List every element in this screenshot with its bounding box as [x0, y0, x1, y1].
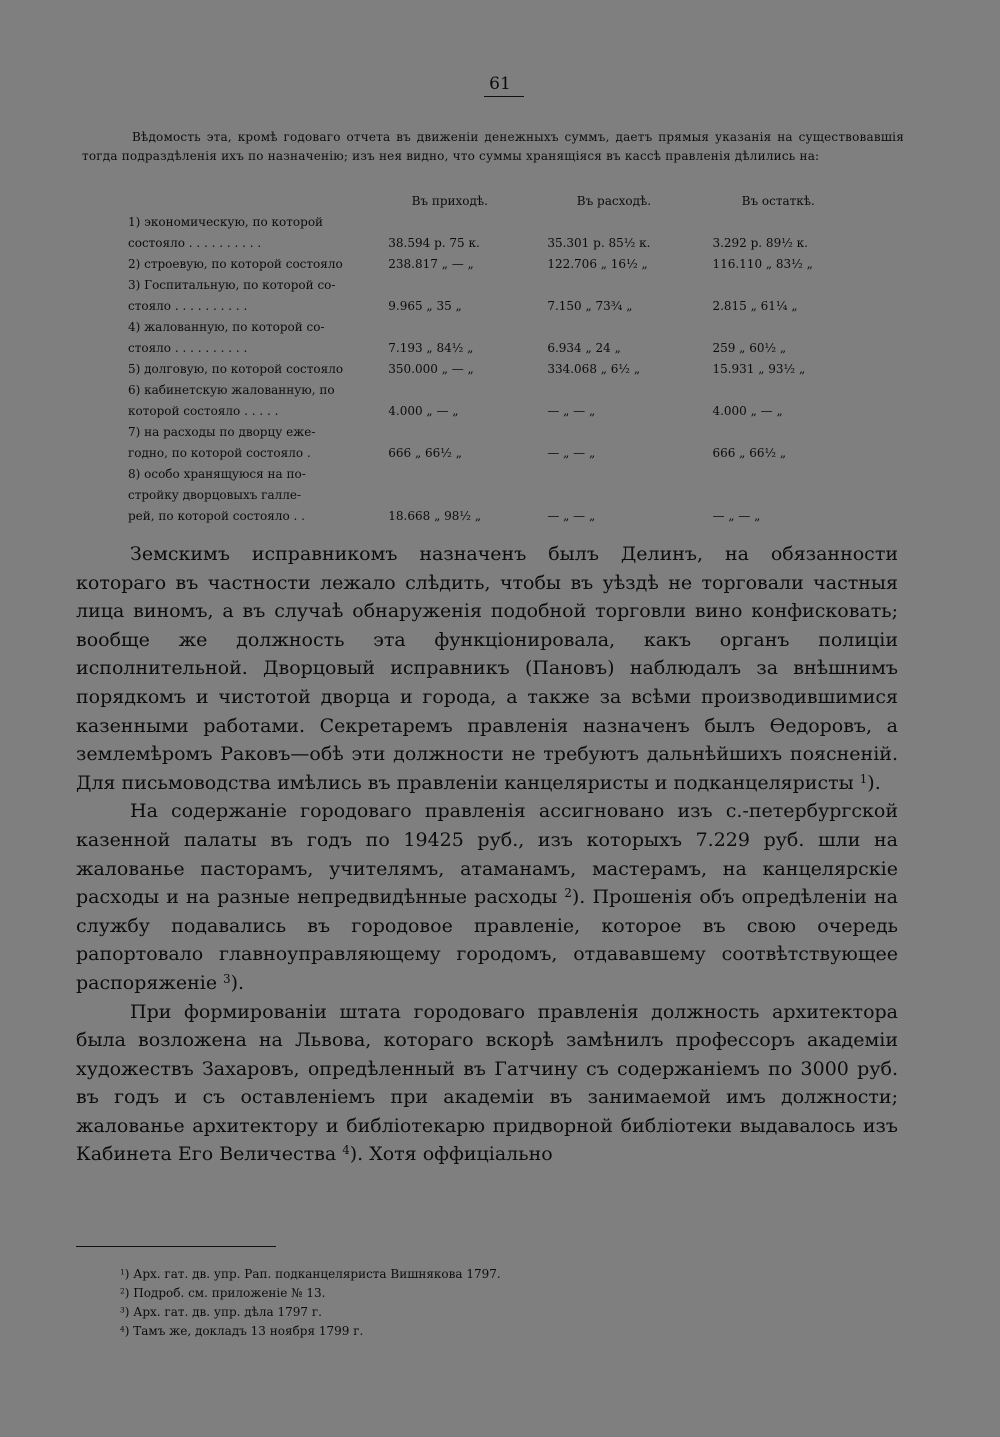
ledger-row-label: стройку дворцовыхъ галле- [128, 488, 301, 502]
ledger-cell-income: 238.817 „ — „ [388, 257, 474, 271]
ledger-row-line [128, 506, 858, 527]
ledger-cell-empty [370, 380, 529, 401]
ledger-cell-empty [529, 380, 698, 401]
ledger-cell-income: 666 „ 66½ „ [388, 446, 462, 460]
ledger-row-line [128, 401, 858, 422]
footnotes [120, 1265, 820, 1341]
ledger-cell-income: 38.594 р. 75 к. [388, 236, 480, 250]
ledger-row-label: 6) кабинетскую жалованную, по [128, 383, 335, 397]
ledger-body [128, 212, 858, 527]
footnote-ref-4: 4 [342, 1143, 350, 1158]
ledger-row-line [128, 380, 858, 401]
ledger-row-line [128, 443, 858, 464]
ledger-cell-expense: — „ — „ [547, 446, 596, 460]
ledger-row-label: 1) экономическую, по которой [128, 215, 324, 229]
ledger-cell-empty [698, 380, 858, 401]
ledger-cell-empty [529, 422, 698, 443]
ledger-cell-balance: 3.292 р. 89½ к. [712, 236, 808, 250]
ledger-cell-balance: 2.815 „ 61¼ „ [712, 299, 798, 313]
ledger-row-line [128, 338, 858, 359]
intro-text: Вѣдомость эта, кромѣ годоваго отчета въ движеніи денежныхъ суммъ, даетъ прямыя указанія на существовавшія тогда подраздѣленія ихъ по назначенію; изъ нея видно, что суммы хранящіяся въ кассѣ правленія дѣлились на: [82, 130, 904, 163]
ledger-cell-expense: 7.150 „ 73¾ „ [547, 299, 633, 313]
ledger-row-line [128, 254, 858, 275]
ledger-cell-expense: — „ — „ [547, 404, 596, 418]
ledger-cell-income: 18.668 „ 98½ „ [388, 509, 482, 523]
header-balance: Въ остаткѣ. [741, 194, 815, 208]
ledger-cell-empty [698, 212, 858, 233]
ledger-row-label: 3) Госпитальную, по которой со- [128, 278, 336, 292]
ledger-cell-empty [370, 422, 529, 443]
ledger-cell-expense: 334.068 „ 6½ „ [547, 362, 641, 376]
paragraph-3: При формированіи штата городоваго правленія должность архитектора была возложена на Львова, котораго вскорѣ замѣнилъ профессоръ академіи художествъ Захаровъ, опредѣленный въ Гатчину съ содержаніемъ по 3000 руб. въ годъ и съ оставленіемъ при академіи въ занимаемой имъ должности; жалованье архитектору и библіотекарю придворной библіотеки выдавалось изъ Кабинета Его Величества $^4$). Хотя оффиціально [76, 1000, 898, 1166]
ledger-cell-expense: 6.934 „ 24 „ [547, 341, 621, 355]
footnote-separator [76, 1246, 276, 1247]
ledger-header-blank [128, 190, 370, 212]
ledger-cell-balance: 666 „ 66½ „ [712, 446, 787, 460]
footnote-ref-1: 1 [859, 771, 868, 786]
ledger-row-label: годно, по которой состояло . [128, 446, 311, 460]
ledger-row-label: 8) особо хранящуюся на по- [128, 467, 306, 481]
ledger-cell-empty [370, 464, 529, 485]
footnote-3: $^3$) Арх. гат. дв. упр. дѣла 1797 г. [120, 1305, 322, 1319]
ledger-cell-balance: 116.110 „ 83½ „ [712, 257, 813, 271]
ledger-row-label: стояло . . . . . . . . . . [128, 341, 248, 355]
header-expense: Въ расходѣ. [576, 194, 652, 208]
page-number: 61 [470, 74, 530, 94]
main-text [76, 540, 898, 1169]
footnote-ref-3: 3 [223, 972, 231, 987]
ledger-cell-empty [529, 317, 698, 338]
ledger-cell-empty [370, 275, 529, 296]
paragraph-1: Земскимъ исправникомъ назначенъ былъ Делинъ, на обязанности котораго въ частности лежало слѣдить, чтобы въ уѣздѣ не торговали частныя лица виномъ, а въ случаѣ обнаруженія подобной торговли вино конфисковать; вообще же должность эта функціонировала, какъ органъ полиціи исполнительной. Дворцовый исправникъ (Пановъ) наблюдалъ за внѣшнимъ порядкомъ и чистотой дворца и города, а также за всѣми производившимися казенными работами. Секретаремъ правленія назначенъ былъ Ѳедоровъ, а землемѣромъ Раковъ—обѣ эти должности не требуютъ дальнѣйшихъ поясненій. Для письмоводства имѣлись въ правленіи канцеляристы и подканцеляристы $^1$). [76, 543, 898, 794]
intro-paragraph [82, 128, 904, 166]
page-number-rule [484, 96, 524, 97]
ledger-cell-expense: 122.706 „ 16½ „ [547, 257, 648, 271]
ledger-cell-balance: 15.931 „ 93½ „ [712, 362, 806, 376]
ledger-row-line [128, 422, 858, 443]
ledger-row-label: 4) жалованную, по которой со- [128, 320, 325, 334]
ledger-cell-income: 350.000 „ — „ [388, 362, 474, 376]
header-income: Въ приходѣ. [411, 194, 488, 208]
ledger-row-label: состояло . . . . . . . . . . [128, 236, 262, 250]
ledger-cell-empty [698, 317, 858, 338]
footnote-1: $^1$) Арх. гат. дв. упр. Рап. подканцеляриста Вишнякова 1797. [120, 1267, 501, 1281]
ledger-cell-empty [529, 212, 698, 233]
ledger-cell-balance: 4.000 „ — „ [712, 404, 783, 418]
ledger-cell-empty [370, 317, 529, 338]
ledger-cell-empty [698, 275, 858, 296]
ledger-row-line [128, 317, 858, 338]
ledger-row-line [128, 212, 858, 233]
ledger-cell-empty [698, 422, 858, 443]
ledger-cell-empty [529, 464, 698, 485]
ledger-row-label: рей, по которой состояло . . [128, 509, 305, 523]
ledger-row-line [128, 296, 858, 317]
ledger-cell-empty [698, 464, 858, 485]
ledger-cell-empty [370, 485, 529, 506]
ledger-cell-balance: — „ — „ [712, 509, 761, 523]
ledger-header-row [128, 190, 858, 212]
footnote-4: $^4$) Тамъ же, докладъ 13 ноября 1799 г. [120, 1324, 364, 1338]
ledger-cell-expense: — „ — „ [547, 509, 596, 523]
ledger-cell-balance: 259 „ 60½ „ [712, 341, 787, 355]
ledger-cell-empty [529, 485, 698, 506]
ledger-cell-income: 9.965 „ 35 „ [388, 299, 462, 313]
ledger-row-label: 7) на расходы по дворцу еже- [128, 425, 316, 439]
ledger-table [128, 190, 858, 527]
ledger-row-line [128, 464, 858, 485]
ledger-row-label: стояло . . . . . . . . . . [128, 299, 248, 313]
ledger-cell-income: 4.000 „ — „ [388, 404, 459, 418]
ledger-cell-empty [529, 275, 698, 296]
ledger-row-line [128, 275, 858, 296]
ledger-row-line [128, 485, 858, 506]
ledger-cell-expense: 35.301 р. 85½ к. [547, 236, 651, 250]
ledger-row-line [128, 233, 858, 254]
ledger-cell-income: 7.193 „ 84½ „ [388, 341, 474, 355]
ledger-row-line [128, 359, 858, 380]
ledger-row-label: которой состояло . . . . . [128, 404, 279, 418]
ledger-row-label: 2) строевую, по которой состояло [128, 257, 343, 271]
ledger-cell-empty [698, 485, 858, 506]
footnote-2: $^2$) Подроб. см. приложеніе № 13. [120, 1286, 326, 1300]
ledger-row-label: 5) долговую, по которой состояло [128, 362, 344, 376]
ledger-cell-empty [370, 212, 529, 233]
footnote-ref-2: 2 [564, 886, 572, 901]
paragraph-2: На содержаніе городоваго правленія ассигновано изъ с.-петербургской казенной палаты въ годъ по 19425 руб., изъ которыхъ 7.229 руб. шли на жалованье пасторамъ, учителямъ, атаманамъ, мастерамъ, на канцелярскіе расходы и на разные непредвидѣнные расходы $^2$). Прошенія объ опредѣленіи на службу подавались въ городовое правленіе, которое въ свою очередь рапортовало главноуправляющему городомъ, отдававшему соотвѣтствующее распоряженіе $^3$). [76, 800, 898, 994]
